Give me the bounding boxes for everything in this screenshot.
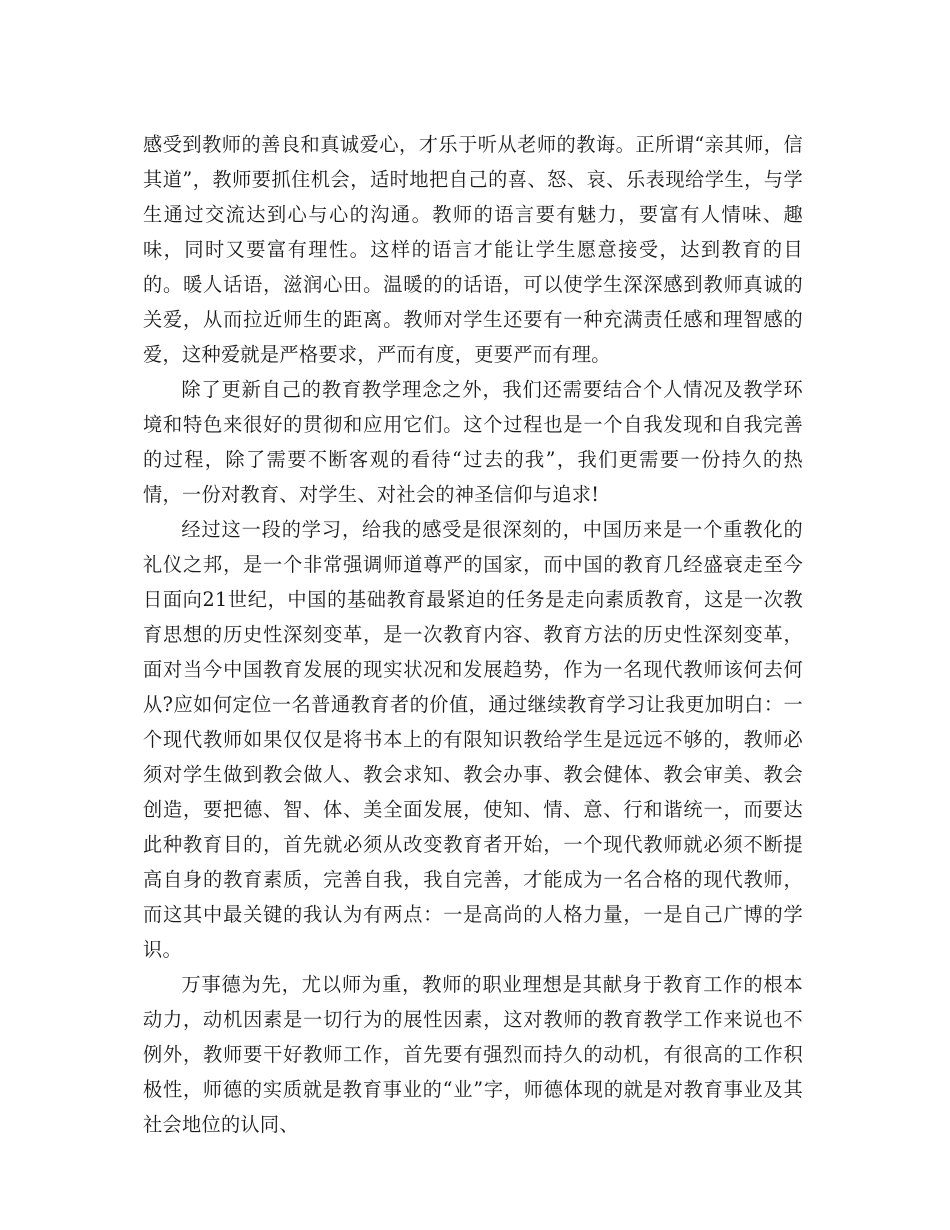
document-body bbox=[143, 127, 803, 1142]
paragraph: 除了更新自己的教育教学理念之外，我们还需要结合个人情况及教学环境和特色来很好的贯彻和应用它们。这个过程也是一个自我发现和自我完善的过程，除了需要不断客观的看待“过去的我”，我们更需要一份持久的热情，一份对教育、对学生、对社会的神圣信仰与追求! bbox=[143, 378, 803, 506]
paragraph: 万事德为先，尤以师为重，教师的职业理想是其献身于教育工作的根本动力，动机因素是一切行为的展性因素，这对教师的教育教学工作来说也不例外，教师要干好教师工作，首先要有强烈而持久的动机，有很高的工作积极性，师德的实质就是教育事业的“业”字，师德体现的就是对教育事业及其社会地位的认同、 bbox=[143, 973, 803, 1136]
paragraph-continued: 感受到教师的善良和真诚爱心，才乐于听从老师的教诲。正所谓“亲其师，信其道”，教师要抓住机会，适时地把自己的喜、怒、哀、乐表现给学生，与学生通过交流达到心与心的沟通。教师的语言要有魅力，要富有人情味、趣味，同时又要富有理性。这样的语言才能让学生愿意接受，达到教育的目的。暖人话语，滋润心田。温暖的的话语，可以使学生深深感到教师真诚的关爱，从而拉近师生的距离。教师对学生还要有一种充满责任感和理智感的爱，这种爱就是严格要求，严而有度，更要严而有理。 bbox=[143, 133, 803, 366]
paragraph: 经过这一段的学习，给我的感受是很深刻的，中国历来是一个重教化的礼仪之邦，是一个非常强调师道尊严的国家，而中国的教育几经盛衰走至今日面向21世纪，中国的基础教育最紧迫的任务是走向素质教育，这是一次教育思想的历史性深刻变革，是一次教育内容、教育方法的历史性深刻变革，面对当今中国教育发展的现实状况和发展趋势，作为一名现代教师该何去何从?应如何定位一名普通教育者的价值，通过继续教育学习让我更加明白：一个现代教师如果仅仅是将书本上的有限知识教给学生是远远不够的，教师必须对学生做到教会做人、教会求知、教会办事、教会健体、教会审美、教会创造，要把德、智、体、美全面发展，使知、情、意、行和谐统一，而要达此种教育目的，首先就必须从改变教育者开始，一个现代教师就必须不断提高自身的教育素质，完善自我，我自完善，才能成为一名合格的现代教师，而这其中最关键的我认为有两点：一是高尚的人格力量，一是自己广博的学识。 bbox=[143, 518, 803, 961]
